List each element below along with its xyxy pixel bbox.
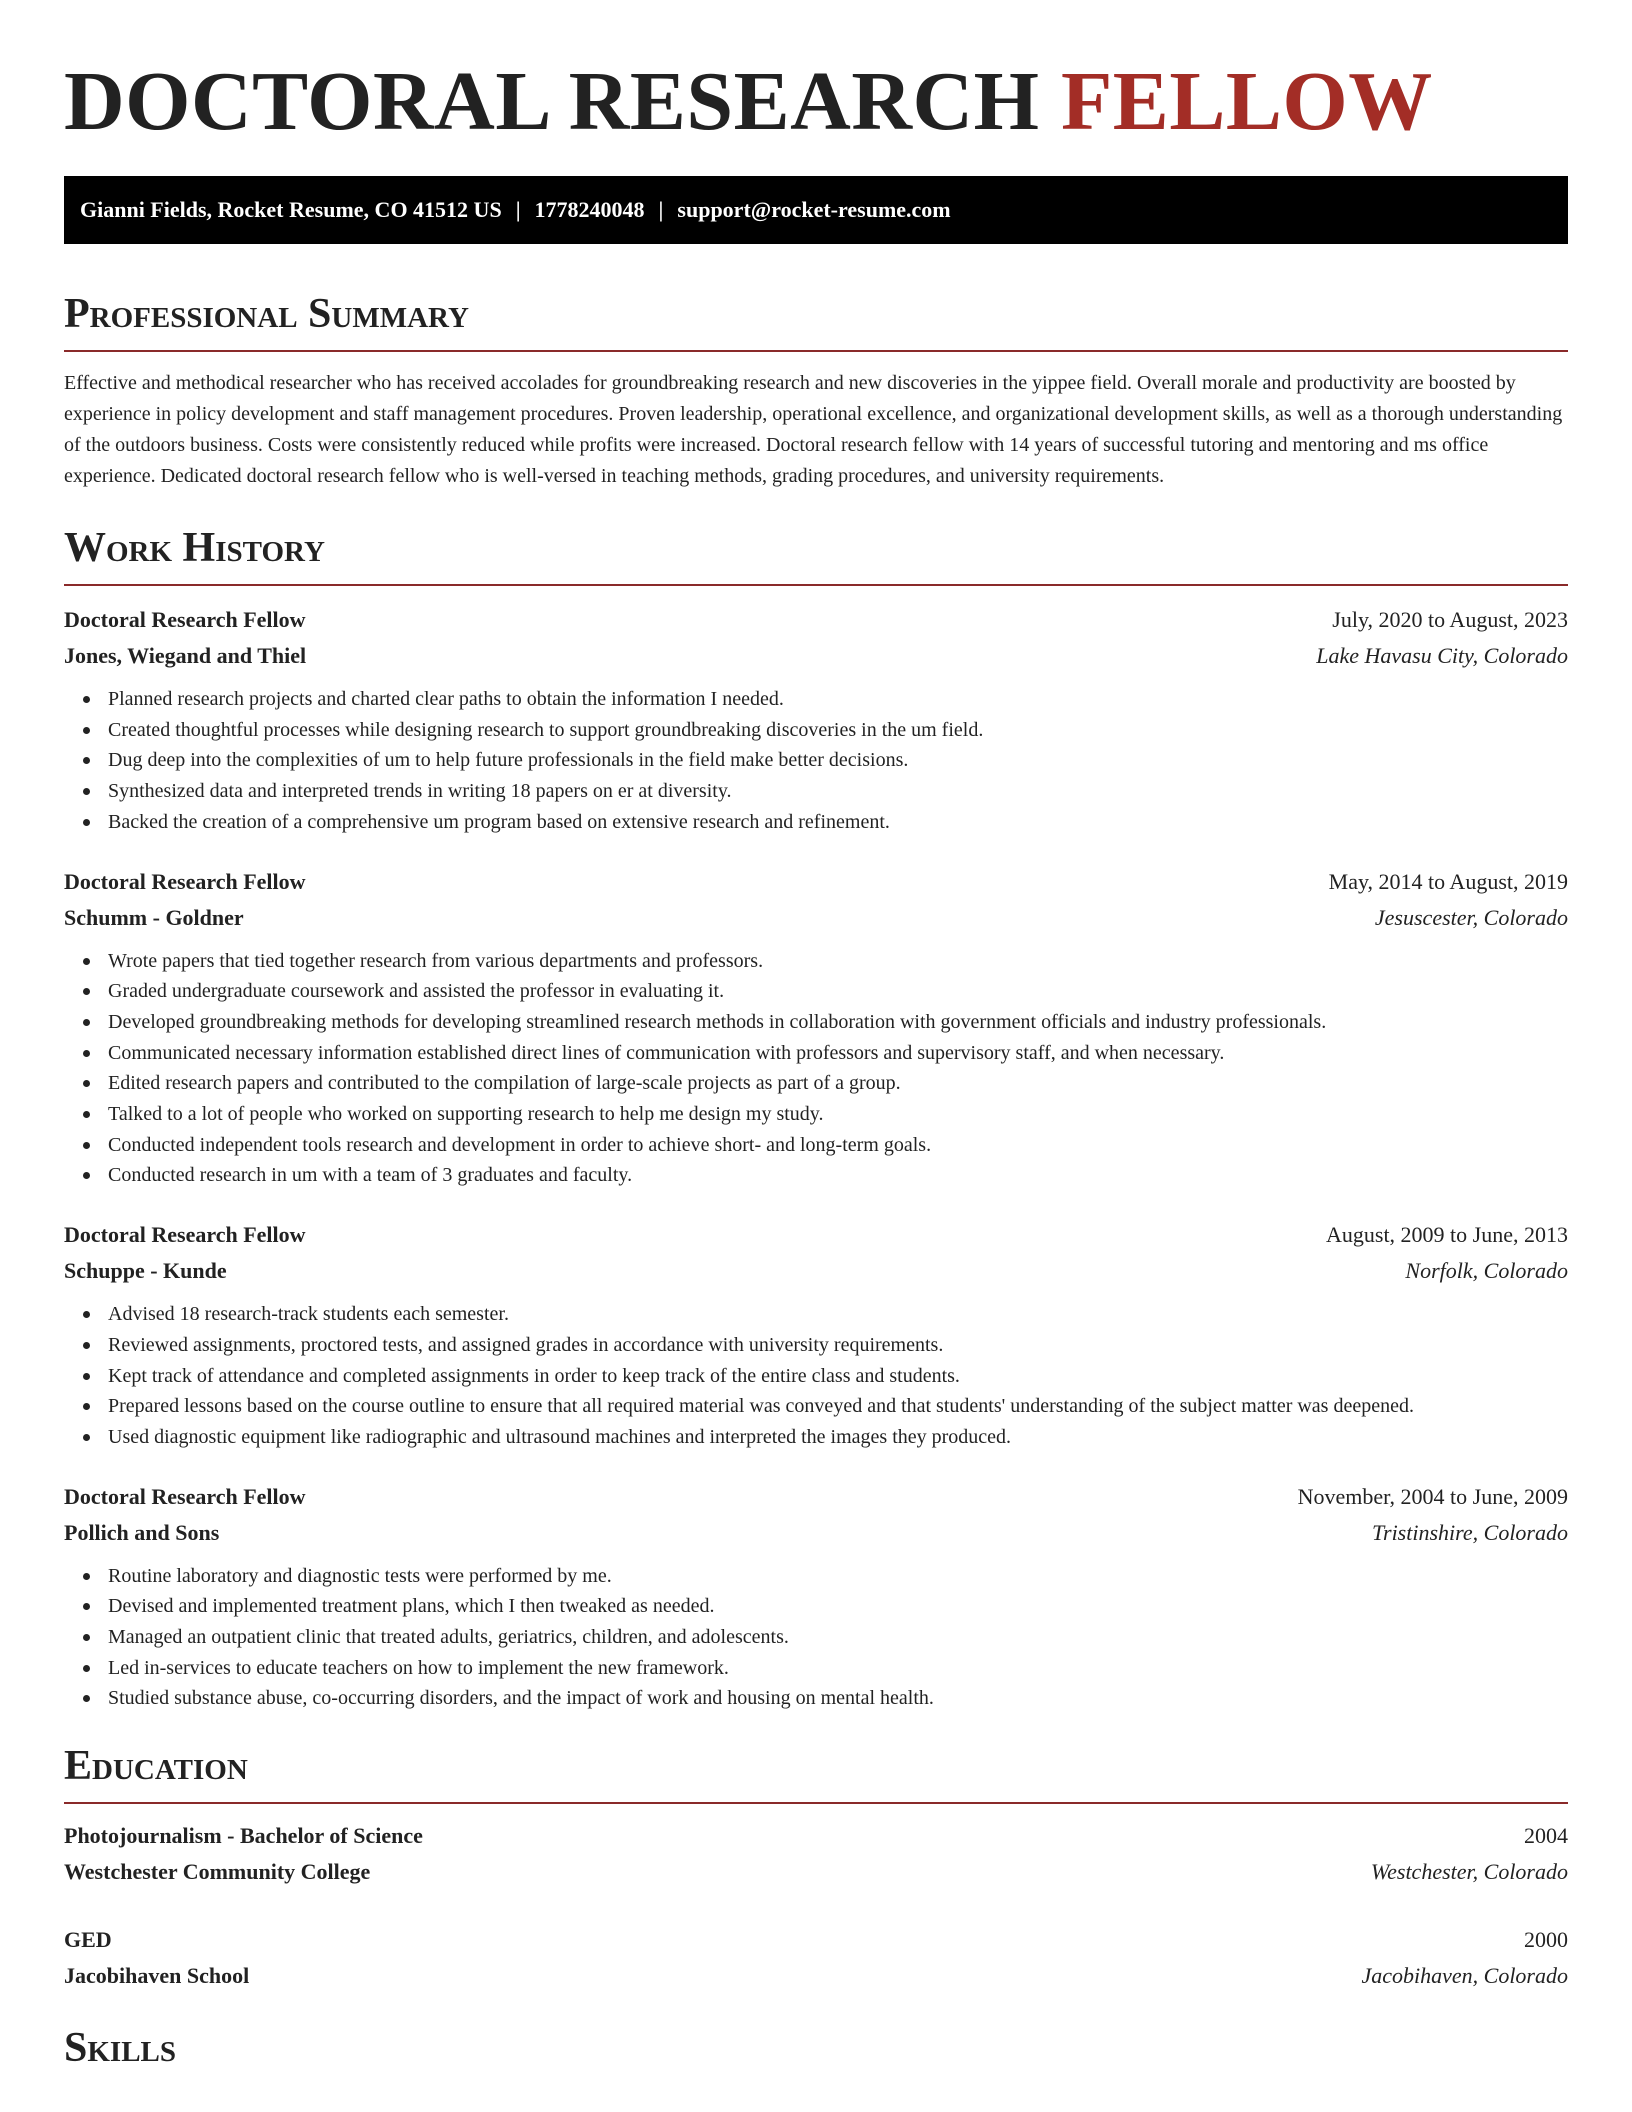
job-location: Lake Havasu City, Colorado — [1316, 643, 1568, 668]
education-degree-row — [64, 1818, 1568, 1854]
job-bullets — [64, 1561, 1568, 1715]
section-divider — [64, 1802, 1568, 1804]
job-company: Jones, Wiegand and Thiel — [64, 643, 307, 668]
resume-page — [64, 0, 1568, 2076]
job-company: Schumm - Goldner — [64, 904, 244, 930]
job-company-row — [64, 900, 1568, 936]
list-item: Developed groundbreaking methods for developing streamlined research methods in collaboration with government officials and industry professionals. — [64, 1007, 1568, 1038]
job-header-row — [64, 602, 1568, 638]
list-item: Advised 18 research-track students each semester. — [64, 1299, 1568, 1330]
job-location: Jesuscester, Colorado — [1374, 904, 1568, 930]
contact-address: Gianni Fields, Rocket Resume, CO 41512 US — [80, 197, 502, 222]
job-title: Doctoral Research Fellow — [64, 1222, 306, 1248]
summary-heading: Professional Summary — [64, 291, 469, 337]
job-company: Schuppe - Kunde — [64, 1258, 227, 1284]
list-item: Created thoughtful processes while designing research to support groundbreaking discoveries in the um field. — [64, 715, 1568, 746]
contact-bar — [64, 176, 1568, 244]
list-item: Synthesized data and interpreted trends in writing 18 papers on er at diversity. — [64, 776, 1568, 807]
title-main: DOCTORAL RESEARCH — [64, 55, 1040, 148]
list-item: Used diagnostic equipment like radiographic and ultrasound machines and interpreted the images they produced. — [64, 1422, 1568, 1453]
education-school: Jacobihaven School — [64, 1963, 250, 1989]
job-title: Doctoral Research Fellow — [64, 1483, 306, 1509]
job-dates: July, 2020 to August, 2023 — [1332, 607, 1568, 632]
list-item: Reviewed assignments, proctored tests, and assigned grades in accordance with university requirements. — [64, 1330, 1568, 1361]
list-item: Conducted independent tools research and development in order to achieve short- and long-term goals. — [64, 1130, 1568, 1161]
section-divider — [64, 350, 1568, 352]
list-item: Prepared lessons based on the course outline to ensure that all required material was conveyed and that students' understanding of the subject matter was deepened. — [64, 1391, 1568, 1422]
list-item: Talked to a lot of people who worked on supporting research to help me design my study. — [64, 1099, 1568, 1130]
job-entry — [64, 864, 1568, 1192]
education-degree-row — [64, 1922, 1568, 1958]
list-item: Backed the creation of a comprehensive um program based on extensive research and refinement. — [64, 807, 1568, 838]
job-bullets — [64, 1299, 1568, 1453]
job-company-row — [64, 638, 1568, 674]
job-entry — [64, 1217, 1568, 1453]
education-location: Jacobihaven, Colorado — [1361, 1963, 1568, 1989]
list-item: Edited research papers and contributed to the compilation of large-scale projects as part of a group. — [64, 1068, 1568, 1099]
list-item: Managed an outpatient clinic that treated adults, geriatrics, children, and adolescents. — [64, 1622, 1568, 1653]
job-location: Norfolk, Colorado — [1405, 1258, 1568, 1284]
list-item: Dug deep into the complexities of um to help future professionals in the field make better decisions. — [64, 745, 1568, 776]
education-school-row — [64, 1958, 1568, 1994]
job-dates: November, 2004 to June, 2009 — [1297, 1483, 1568, 1509]
skills-heading: Skills — [64, 2025, 177, 2072]
list-item: Conducted research in um with a team of 3 graduates and faculty. — [64, 1160, 1568, 1191]
list-item: Devised and implemented treatment plans, which I then tweaked as needed. — [64, 1591, 1568, 1622]
section-divider — [64, 584, 1568, 586]
list-item: Led in-services to educate teachers on how to implement the new framework. — [64, 1653, 1568, 1684]
education-school: Westchester Community College — [64, 1859, 371, 1885]
job-title: Doctoral Research Fellow — [64, 607, 306, 632]
education-degree: Photojournalism - Bachelor of Science — [64, 1823, 423, 1849]
summary-text: Effective and methodical researcher who has received accolades for groundbreaking research and new discoveries in the yippee field. Overall morale and productivity are boosted by experience in policy development and staff management procedures. Proven leadership, operational excellence, and organizational development skills, as well as a thorough understanding of the outdoors business. Costs were consistently reduced while profits were increased. Doctoral research fellow with 14 years of successful tutoring and mentoring and ms office experience. Dedicated doctoral research fellow who is well-versed in teaching methods, grading procedures, and university requirements. — [64, 372, 1563, 487]
education-entry — [64, 1922, 1568, 1994]
job-title: Doctoral Research Fellow — [64, 868, 306, 894]
list-item: Studied substance abuse, co-occurring disorders, and the impact of work and housing on mental health. — [64, 1683, 1568, 1714]
resume-title — [64, 0, 1568, 152]
summary-section — [64, 286, 1568, 492]
job-header-row — [64, 1479, 1568, 1515]
job-bullets — [64, 946, 1568, 1192]
job-entry — [64, 602, 1568, 838]
job-entry — [64, 1479, 1568, 1715]
job-company-row — [64, 1515, 1568, 1551]
work-history-section — [64, 520, 1568, 1714]
work-history-heading: Work History — [64, 525, 325, 571]
list-item: Kept track of attendance and completed assignments in order to keep track of the entire class and students. — [64, 1361, 1568, 1392]
education-location: Westchester, Colorado — [1370, 1859, 1568, 1885]
list-item: Planned research projects and charted clear paths to obtain the information I needed. — [64, 684, 1568, 715]
title-accent: FELLOW — [1060, 55, 1433, 148]
education-school-row — [64, 1854, 1568, 1890]
contact-email: support@rocket-resume.com — [677, 197, 951, 222]
list-item: Graded undergraduate coursework and assisted the professor in evaluating it. — [64, 976, 1568, 1007]
education-section — [64, 1738, 1568, 1994]
contact-phone: 1778240048 — [534, 197, 645, 222]
job-company-row — [64, 1253, 1568, 1289]
job-bullets — [64, 684, 1568, 838]
job-dates: May, 2014 to August, 2019 — [1328, 868, 1568, 894]
job-company: Pollich and Sons — [64, 1519, 220, 1545]
skills-section — [64, 2020, 1568, 2076]
job-location: Tristinshire, Colorado — [1371, 1519, 1568, 1545]
contact-separator: | — [515, 197, 521, 222]
education-degree: GED — [64, 1927, 112, 1953]
education-heading: Education — [64, 1743, 248, 1790]
job-header-row — [64, 864, 1568, 900]
job-dates: August, 2009 to June, 2013 — [1326, 1222, 1568, 1248]
education-entry — [64, 1818, 1568, 1890]
job-header-row — [64, 1217, 1568, 1253]
education-year: 2004 — [1524, 1823, 1568, 1849]
list-item: Communicated necessary information established direct lines of communication with professors and supervisory staff, and when necessary. — [64, 1038, 1568, 1069]
list-item: Wrote papers that tied together research from various departments and professors. — [64, 946, 1568, 977]
education-year: 2000 — [1524, 1927, 1568, 1953]
list-item: Routine laboratory and diagnostic tests were performed by me. — [64, 1561, 1568, 1592]
contact-separator: | — [658, 197, 664, 222]
